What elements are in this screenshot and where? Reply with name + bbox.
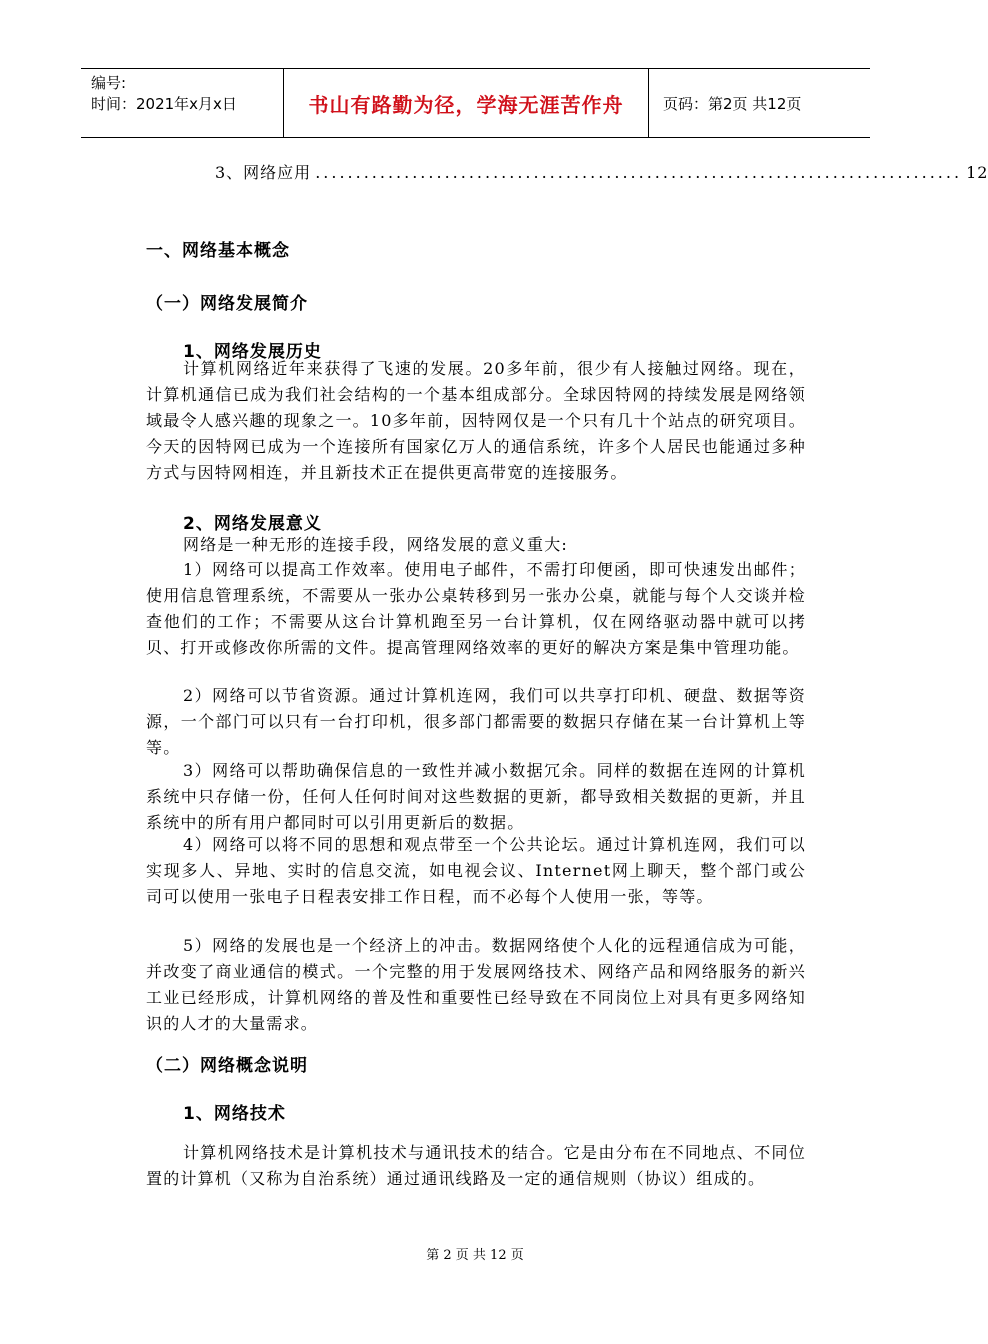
paragraph-history: 计算机网络近年来获得了飞速的发展。20多年前，很少有人接触过网络。现在，计算机通信已成为我们社会结构的一个基本组成部分。全球因特网的持续发展是网络领域最令人感兴趣的现象之一。10多年前，因特网仅是一个只有几十个站点的研究项目。今天的因特网已成为一个连接所有国家亿万人的通信系统，许多个人居民也能通过多种方式与因特网相连，并且新技术正在提供更高带宽的连接服务。 [146,359,806,482]
header-motto: 书山有路勤为径，学海无涯苦作舟 [284,69,649,137]
paragraph-point-5: 5）网络的发展也是一个经济上的冲击。数据网络使个人化的远程通信成为可能，并改变了商业通信的模式。一个完整的用于发展网络技术、网络产品和网络服务的新兴工业已经形成，计算机网络的普及性和重要性已经导致在不同岗位上对具有更多网络知识的人才的大量需求。 [146,936,806,1033]
toc-leader: ................................................................................ [315,163,963,182]
heading-history: 1、网络发展历史 [183,342,322,362]
paragraph-intro: 网络是一种无形的连接手段，网络发展的意义重大: [183,535,568,554]
subsection-title-2: （二）网络概念说明 [146,1056,308,1076]
paragraph-point-3: 3）网络可以帮助确保信息的一致性并减小数据冗余。同样的数据在连网的计算机系统中只存储一份，任何人任何时间对这些数据的更新，都导致相关数据的更新，并且系统中的所有用户都同时可以引用更新后的数据。 [146,761,806,832]
page-footer: 第 2 页 共 12 页 [426,1248,524,1263]
number-label: 编号: [91,74,127,92]
page-header [81,68,870,138]
paragraph-point-4: 4）网络可以将不同的思想和观点带至一个公共论坛。通过计算机连网，我们可以实现多人、异地、实时的信息交流，如电视会议、Internet网上聊天，整个部门或公司可以使用一张电子日程表安排工作日程，而不必每个人使用一张，等等。 [146,835,806,906]
heading-tech: 1、网络技术 [183,1104,286,1124]
toc-entry [215,160,988,183]
subsection-title-1: （一）网络发展简介 [146,294,308,314]
heading-meaning: 2、网络发展意义 [183,514,322,534]
time-label: 时间：2021年x月x日 [91,95,237,113]
toc-label: 3、网络应用 [215,163,312,182]
section-title: 一、网络基本概念 [146,241,290,261]
header-page-info: 页码：第2页 共12页 [663,94,802,113]
paragraph-tech: 计算机网络技术是计算机技术与通讯技术的结合。它是由分布在不同地点、不同位置的计算机（又称为自治系统）通过通讯线路及一定的通信规则（协议）组成的。 [146,1143,806,1188]
header-meta [81,69,284,137]
paragraph-point-2: 2）网络可以节省资源。通过计算机连网，我们可以共享打印机、硬盘、数据等资源，一个部门可以只有一台打印机，很多部门都需要的数据只存储在某一台计算机上等等。 [146,686,806,757]
paragraph-point-1: 1）网络可以提高工作效率。使用电子邮件，不需打印便函，即可快速发出邮件；使用信息管理系统，不需要从一张办公桌转移到另一张办公桌，就能与每个人交谈并检查他们的工作；不需要从这台计算机跑至另一台计算机，仅在网络驱动器中就可以拷贝、打开或修改你所需的文件。提高管理网络效率的更好的解决方案是集中管理功能。 [146,560,806,657]
toc-page: 12 [966,163,988,182]
